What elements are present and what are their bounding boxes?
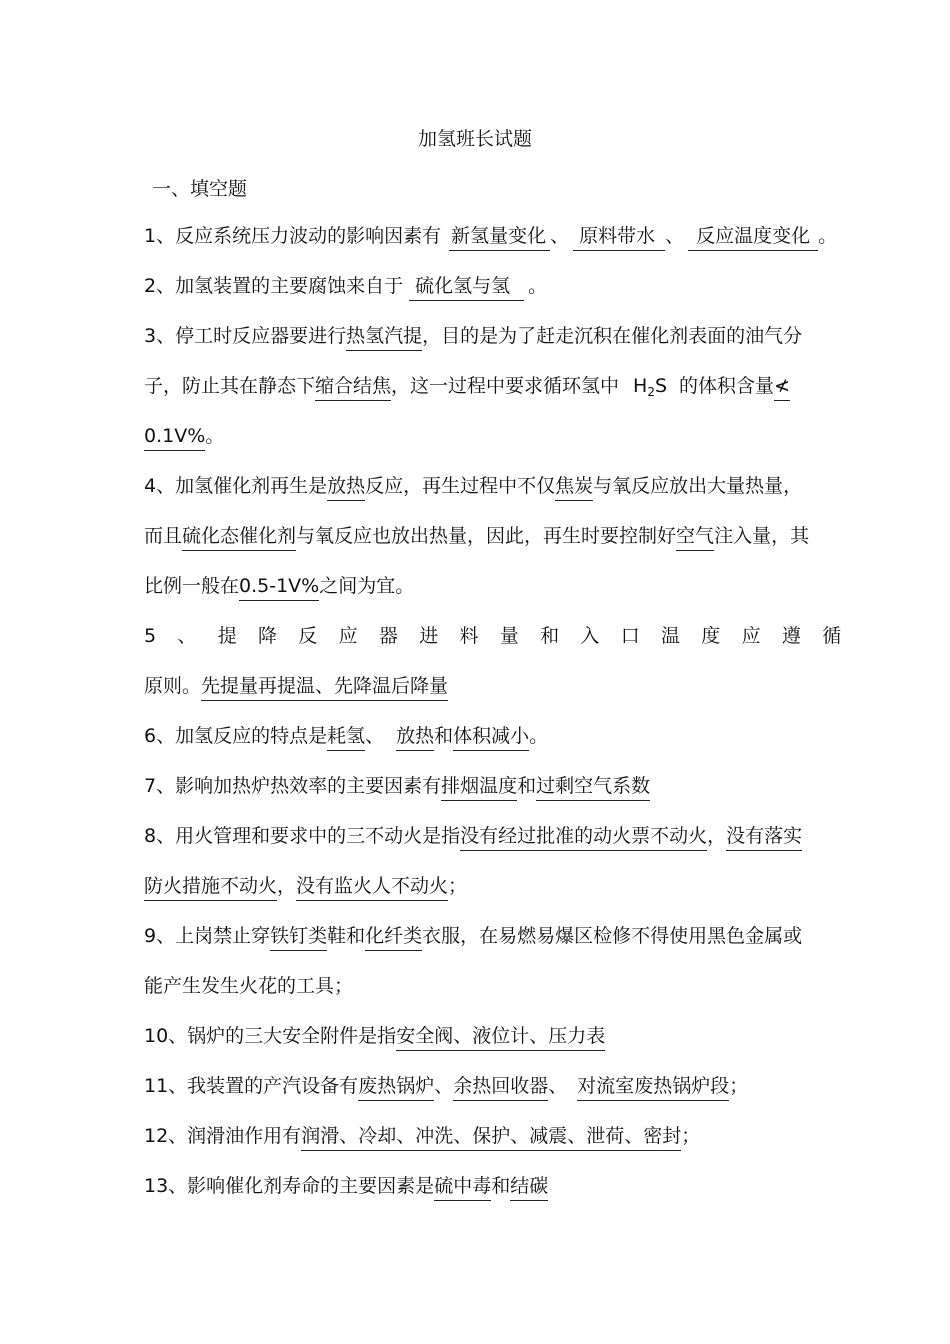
- q8-answer-1: 没有经过批准的动火票不动火: [460, 824, 707, 851]
- q5-answer-1: 先提量再提温、先降温后降量: [201, 674, 448, 701]
- q3-answer-3: ≮: [774, 374, 790, 401]
- q3-answer-1: 热氢汽提: [346, 324, 422, 351]
- q7-mid: 和: [517, 775, 537, 797]
- q8-end: ；: [448, 875, 468, 897]
- q4-prefix: 4、加氢催化剂再生是: [144, 475, 328, 497]
- q4-answer-1: 放热: [327, 474, 365, 501]
- q12-prefix: 12、润滑油作用有: [144, 1125, 302, 1147]
- question-8-line-1: [144, 824, 802, 851]
- q3-text-2: 子，防止其在静态下: [144, 375, 316, 397]
- q2-answer-1: 硫化氢与氢: [409, 274, 524, 301]
- q4-answer-3: 硫化态催化剂: [182, 524, 296, 551]
- q11-answer-2: 余热回收器: [453, 1074, 548, 1101]
- q3-formula-h: H: [633, 375, 648, 397]
- q11-sep-1: 、: [434, 1075, 454, 1097]
- question-13: [144, 1174, 548, 1201]
- q7-answer-2: 过剩空气系数: [536, 774, 650, 801]
- q9-text: 衣服，在易燃易爆区检修不得使用黑色金属或: [422, 925, 803, 947]
- question-2: [144, 274, 547, 301]
- q6-end: 。: [529, 725, 549, 747]
- question-3-line-1: [144, 324, 802, 351]
- q6-answer-1: 耗氢: [327, 724, 365, 751]
- question-10: [144, 1024, 605, 1051]
- section-heading: 一、填空题: [152, 178, 248, 200]
- q8-prefix: 8、用火管理和要求中的三不动火是指: [144, 825, 461, 847]
- q6-mid: 和: [434, 725, 454, 747]
- question-12: [144, 1124, 700, 1151]
- q1-end: 。: [818, 225, 838, 247]
- question-1: [144, 224, 837, 251]
- q11-end: ；: [729, 1075, 749, 1097]
- q2-prefix: 2、加氢装置的主要腐蚀来自于: [144, 275, 404, 297]
- q6-prefix: 6、加氢反应的特点是: [144, 725, 328, 747]
- q3-formula-s: S: [654, 375, 668, 397]
- q5-text: 原则。: [144, 675, 202, 697]
- q1-sep-2: 、: [665, 225, 685, 247]
- q10-prefix: 10、锅炉的三大安全附件是指: [144, 1025, 397, 1047]
- question-9-line-2: 能产生发生火花的工具；: [144, 975, 354, 997]
- q3-answer-4: 0.1V%: [144, 424, 205, 451]
- q4-text-7: 之间为宜。: [319, 575, 415, 597]
- q4-text-1: 反应，再生过程中不仅: [365, 475, 556, 497]
- q6-sep: 、: [365, 725, 385, 747]
- question-4-line-2: [144, 524, 809, 551]
- question-4-line-1: [144, 474, 802, 501]
- question-4-line-3: [144, 574, 414, 601]
- q4-text-5: 注入量，其: [714, 525, 810, 547]
- question-3-line-2: [144, 374, 790, 404]
- q3-answer-2: 缩合结焦: [315, 374, 391, 401]
- page-title: 加氢班长试题: [417, 128, 532, 150]
- q3-end: 。: [205, 425, 225, 447]
- q9-mid: 鞋和: [327, 925, 366, 947]
- q11-answer-3: 对流室废热锅炉段: [577, 1074, 729, 1101]
- q10-answer-1: 安全阀、液位计、压力表: [396, 1024, 605, 1051]
- q1-prefix: 1、反应系统压力波动的影响因素有: [144, 225, 442, 247]
- q1-answer-2: 原料带水: [573, 224, 665, 251]
- q12-answer-1: 润滑、冷却、冲洗、保护、减震、泄荷、密封: [301, 1124, 681, 1151]
- q1-sep-1: 、: [550, 225, 570, 247]
- q4-text-4: 与氧反应也放出热量，因此，再生时要控制好: [296, 525, 677, 547]
- question-3-line-3: [144, 424, 224, 451]
- q4-text-2: 与氧反应放出大量热量，: [593, 475, 803, 497]
- q12-end: ；: [681, 1125, 701, 1147]
- question-9-line-1: [144, 924, 802, 951]
- question-8-line-2: [144, 874, 467, 901]
- question-5-line-1: 5、提降反应器进料量和入口温度应遵循: [144, 625, 863, 647]
- question-11: [144, 1074, 748, 1101]
- q9-answer-2: 化纤类: [365, 924, 422, 951]
- q4-text-3: 而且: [144, 525, 183, 547]
- q1-answer-1: 新氢量变化: [449, 224, 550, 251]
- q11-prefix: 11、我装置的产汽设备有: [144, 1075, 359, 1097]
- q13-mid: 和: [491, 1175, 511, 1197]
- q9-answer-1: 铁钉类: [270, 924, 327, 951]
- q3-text-3: ，这一过程中要求循环氢中: [391, 375, 620, 397]
- q13-prefix: 13、影响催化剂寿命的主要因素是: [144, 1175, 435, 1197]
- q8-answer-3: 没有监火人不动火: [296, 874, 448, 901]
- q8-sep-1: ，: [707, 825, 727, 847]
- q13-answer-2: 结碳: [510, 1174, 548, 1201]
- q4-answer-4: 空气: [676, 524, 714, 551]
- q3-formula-sub: 2: [647, 385, 655, 399]
- q3-text-1: ，目的是为了赶走沉积在催化剂表面的油气分: [422, 325, 803, 347]
- q3-text-4: 的体积含量: [679, 375, 775, 397]
- question-5-line-2: [144, 674, 448, 701]
- q13-answer-1: 硫中毒: [434, 1174, 491, 1201]
- question-6: [144, 724, 548, 751]
- q8-sep-2: ，: [277, 875, 297, 897]
- q3-prefix: 3、停工时反应器要进行: [144, 325, 347, 347]
- q11-answer-1: 废热锅炉: [358, 1074, 434, 1101]
- q8-answer-2: 没有落实: [726, 824, 802, 851]
- q7-answer-1: 排烟温度: [441, 774, 517, 801]
- q1-answer-3: 反应温度变化: [688, 224, 818, 251]
- q6-answer-2: 放热: [396, 724, 434, 751]
- q7-prefix: 7、影响加热炉热效率的主要因素有: [144, 775, 442, 797]
- q4-answer-2: 焦炭: [555, 474, 593, 501]
- q2-end: 。: [528, 275, 548, 297]
- q4-text-6: 比例一般在: [144, 575, 240, 597]
- q8-answer-2b: 防火措施不动火: [144, 874, 277, 901]
- q9-prefix: 9、上岗禁止穿: [144, 925, 271, 947]
- question-7: [144, 774, 650, 801]
- q4-answer-5: 0.5-1V%: [239, 574, 319, 601]
- q6-answer-3: 体积减小: [453, 724, 529, 751]
- q11-sep-2: 、: [548, 1075, 568, 1097]
